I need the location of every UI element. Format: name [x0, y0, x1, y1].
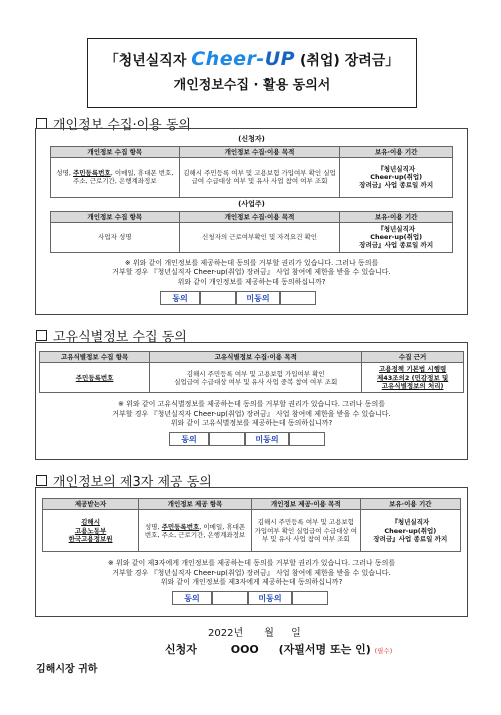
col-header: 수집 근거 — [362, 352, 464, 363]
applicant-items: 성명, 주민등록번호, 이메일, 휴대폰 번호, 주소, 근로기간, 은행계좌정보 — [51, 157, 180, 197]
signature-line — [165, 641, 392, 657]
section2-heading-text: 고유식별정보 수집 동의 — [53, 330, 187, 345]
section2-checkbox[interactable] — [36, 330, 47, 341]
employer-purpose: 신청자의 근로여부확인 및 자격요건 확인 — [179, 222, 340, 252]
col-header: 보유·이용 기간 — [340, 146, 453, 157]
section2-consent-row — [169, 432, 464, 446]
employer-items: 사업자 성명 — [51, 222, 180, 252]
col-header: 제공받는자 — [43, 499, 139, 510]
section3-agree-box[interactable] — [212, 591, 248, 605]
third-party-table — [42, 498, 461, 552]
third-party-items: 성명, 주민등록번호, 이메일, 휴대폰 번호, 주소, 근로기간, 은행계좌정보 — [139, 510, 252, 552]
unique-id-basis: 고용정책 기본법 시행령 제43조의2 (민감정보 및 고유식별정보의 처리) — [362, 363, 464, 393]
applicant-table — [50, 133, 453, 198]
document-title — [88, 48, 416, 70]
section1-disagree-box[interactable] — [280, 291, 316, 305]
employer-period: 『청년실직자 Cheer-up(취업) 장려금』사업 종료일 까지 — [340, 222, 453, 252]
cheer-up-logo: Cheer-UP — [191, 48, 296, 70]
section2-agree-box[interactable] — [209, 432, 245, 446]
section1-notice: ※ 위와 같이 개인정보를 제공하는데 동의를 거부할 권리가 있습니다. 그러나 동의를 거부할 경우 『청년실직자 Cheer-up(취업) 장려금』 사업 참여에 제한을 받을 수 있습니다. 위와 같이 개인정보를 제공하는데 동의하십니까? — [112, 258, 391, 286]
document-title-box — [87, 38, 417, 108]
applicant-purpose: 김해시 주민등록 여부 및 고용보험 가입여부 확인 실업급여 수급대상 여부 및 유사 사업 참여 여부 조회 — [179, 157, 340, 197]
section2-notice: ※ 위와 같이 고유식별정보를 제공하는데 동의를 거부할 권리가 있습니다. 그러나 동의를 거부할 경우 『청년실직자 Cheer-up(취업) 장려금』 사업 참여에 제한을 받을 수 있습니다. 위와 같이 고유식별정보를 제공하는데 동의하십니까? — [112, 400, 391, 427]
third-party-purpose: 김해시 주민등록 여부 및 고용보험 가입여부 확인 실업급여 수급대상 여부 및 유사 사업 참여 여부 조회 — [251, 510, 360, 552]
section3-consent-row — [172, 591, 461, 605]
date-month: 월 — [264, 628, 274, 639]
col-header: 보유·이용 기간 — [340, 211, 453, 222]
employer-table — [50, 198, 453, 253]
col-header: 개인정보 수집·이용 목적 — [179, 146, 340, 157]
section3-heading-text: 개인정보의 제3자 제공 동의 — [53, 475, 212, 490]
col-header: 고유식별정보 수집·이용 목적 — [150, 352, 362, 363]
unique-id-table — [39, 351, 464, 393]
section2-disagree-label: 미동의 — [245, 432, 289, 446]
section1-consent-row — [160, 291, 453, 305]
col-header: 고유식별정보 수집 항목 — [40, 352, 150, 363]
required-mark: (필수) — [374, 647, 393, 655]
section3-notice: ※ 위와 같이 제3자에게 개인정보를 제공하는데 동의를 거부할 권리가 있습니다. 그러나 동의를 거부할 경우 『청년실직자 Cheer-up(취업) 장려금』 사업 참여에 제한을 받을 수 있습니다. 위와 같이 개인정보를 제3자에게 제공하는데 동의하십니까? — [107, 559, 396, 586]
signature-note: (자필서명 또는 인) — [278, 643, 371, 656]
section1-agree-box[interactable] — [200, 291, 236, 305]
section2-box — [35, 342, 468, 460]
section1-agree-label: 동의 — [160, 291, 200, 305]
section3-disagree-label: 미동의 — [248, 591, 292, 605]
col-header: 보유·이용 기간 — [360, 499, 460, 510]
section3-disagree-box[interactable] — [292, 591, 328, 605]
employer-caption: (사업주) — [238, 199, 265, 208]
unique-id-purpose: 김해시 주민등록 여부 및 고용보험 가입여부 확인 실업급여 수급대상 여부 및 유사 사업 중복 참여 여부 조회 — [150, 363, 362, 393]
section1-disagree-label: 미동의 — [236, 291, 280, 305]
applicant-caption: (신청자) — [238, 135, 265, 143]
section1-box — [35, 128, 468, 315]
section2-agree-label: 동의 — [169, 432, 209, 446]
title-suffix: (취업) 장려금」 — [299, 53, 400, 69]
third-party-period: 『청년실직자 Cheer-up(취업) 장려금』사업 종료일 까지 — [360, 510, 460, 552]
col-header: 개인정보 제공 항목 — [139, 499, 252, 510]
date-year: 2022년 — [208, 628, 244, 639]
applicant-label: 신청자 — [165, 643, 197, 656]
col-header: 개인정보 수집 항목 — [51, 146, 180, 157]
date-line — [208, 624, 315, 639]
title-prefix: 「청년실직자 — [104, 53, 187, 69]
applicant-period: 『청년실직자 Cheer-up(취업) 장려금』사업 종료일 까지 — [340, 157, 453, 197]
section2-disagree-box[interactable] — [289, 432, 325, 446]
date-day: 일 — [291, 628, 301, 639]
unique-id-item: 주민등록번호 — [40, 363, 150, 393]
col-header: 개인정보 수집·이용 목적 — [179, 211, 340, 222]
document-subtitle: 개인정보수집 · 활용 동의서 — [173, 78, 331, 93]
section1-heading-text: 개인정보 수집·이용 동의 — [53, 118, 191, 133]
section3-agree-label: 동의 — [172, 591, 212, 605]
third-party-recipients: 김해시 고용노동부 한국고용정보원 — [43, 510, 139, 552]
section3-checkbox[interactable] — [36, 475, 47, 486]
col-header: 개인정보 수집 항목 — [51, 211, 180, 222]
col-header: 개인정보 제공·이용 목적 — [251, 499, 360, 510]
section3-box — [35, 487, 468, 617]
addressee: 김해시장 귀하 — [36, 664, 98, 675]
applicant-name: OOO — [230, 643, 259, 656]
